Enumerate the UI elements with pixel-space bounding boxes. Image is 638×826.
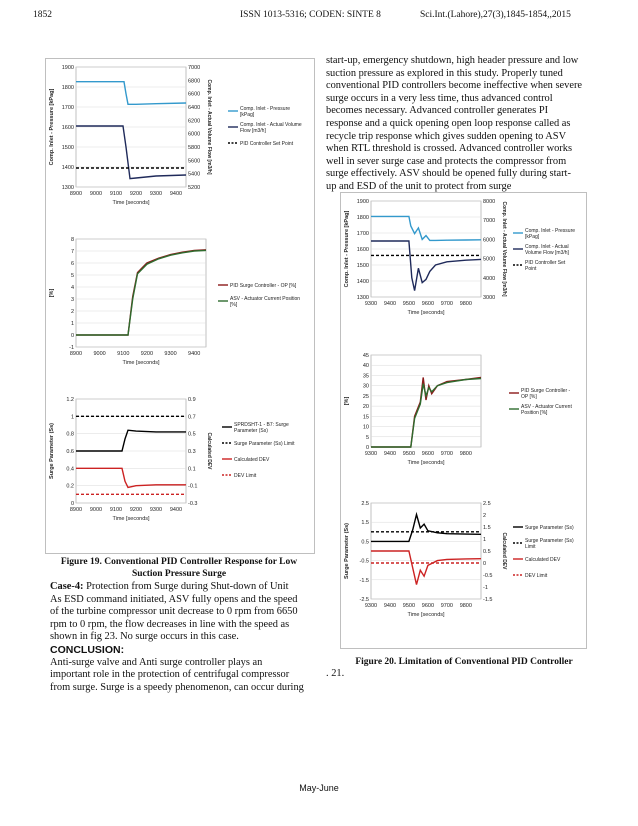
footer-issue: May-June [299,783,339,793]
legend-label [521,388,571,400]
x-tick-label: 9800 [459,301,472,307]
figure-20-panel [340,192,587,649]
legend-label [521,404,572,416]
y-tick-label: 25 [362,393,369,400]
x-tick-label: 9400 [383,301,397,307]
y2-tick-label: 6600 [188,91,201,98]
body-line: recycle trip response which gives sudden opening to ASV [326,130,567,142]
y2-tick-label: 5800 [188,145,201,151]
x-tick-label: 9600 [421,301,435,307]
right-text-column [326,55,588,194]
legend-label: DEV Limit [525,573,548,579]
x-tick-label: 9400 [169,507,183,513]
y2-tick-label: 6800 [188,78,201,85]
y-axis-title: Surge Parameter (Ss) [49,423,55,479]
x-tick-label: 9700 [440,603,453,609]
y-axis-title: [%] [344,396,350,406]
legend-label-line: [%] [230,302,238,308]
y2-tick-label: 1.5 [483,525,491,531]
legend-label-line: Limit [525,544,536,550]
x-tick-label: 9300 [364,451,378,457]
x-tick-label: 9400 [169,191,183,197]
y2-axis-title: Comp. Inlet - Actual Volume Flow [m3/h] [501,201,507,297]
y2-tick-label: 6000 [483,237,496,244]
y-tick-label: 1700 [356,231,369,237]
issn-line: ISSN 1013-5316; CODEN: SINTE 8 [240,10,381,20]
body-line: surge effectively. ASV should be opened fully during start- [326,168,571,180]
y-tick-label: 0 [365,445,369,451]
left-text-column [50,581,313,694]
legend-label [230,296,300,308]
body-line: conventional PID controllers become ineffective when severe [326,80,583,92]
y-tick-label: 1600 [356,247,369,253]
y-tick-label: 1 [70,414,74,421]
y2-tick-label: 2 [483,513,487,519]
body-line: rpm to 0 rpm, the flow decreases in line with the speed as [50,618,290,630]
x-tick-label: 8900 [69,351,83,357]
x-tick-label: 9400 [383,603,397,609]
x-axis-title: Time [seconds] [407,460,445,466]
figure-19-caption [45,556,313,580]
legend-label: Calculated DEV [525,557,561,563]
x-tick-label: 9500 [402,451,416,457]
y-tick-label: -1.5 [359,577,369,584]
legend-label: Calculated DEV [234,457,270,463]
x-tick-label: 8900 [69,507,83,513]
legend-label [525,260,566,272]
y2-tick-label: 4000 [483,275,496,282]
y-tick-label: 1300 [356,295,369,301]
body-line: start-up, emergency shutdown, high header pressure and low [326,55,579,66]
y2-tick-label: 0.3 [188,449,196,455]
y-axis-title: [%] [49,288,55,298]
y2-tick-label: 6200 [188,118,201,125]
y-tick-label: 1400 [61,165,74,171]
y-tick-label: 0.5 [361,539,369,546]
body-line: important role in the protection of centrifugal compressor [50,669,290,681]
x-tick-label: 9700 [440,301,453,307]
body-line: As ESD command initiated, ASV fully opens and the speed [50,593,298,605]
y2-tick-label: -0.1 [188,483,198,490]
legend-label-line: Comp. Inlet - Actual Volume [240,122,302,128]
y2-tick-label: 2.5 [483,501,491,507]
body-line: up and ESD of the unit to protect from surge [326,180,512,192]
journal-citation: Sci.Int.(Lahore),27(3),1845-1854,,2015 [420,10,571,20]
figure-19-caption-line: Suction Pressure Surge [131,569,227,579]
case4-title: Protection from Surge during Shut-down of Unit [83,581,289,592]
x-tick-label: 9100 [109,191,123,197]
body-line: suction pressure as explored in this study. Properly tuned [326,67,563,79]
y2-tick-label: 5600 [188,158,201,165]
x-tick-label: 9800 [459,603,472,609]
y-tick-label: 0.6 [66,449,74,455]
legend-label-line: Parameter (Ss) [234,428,268,434]
y2-tick-label: 3000 [483,295,496,301]
x-tick-label: 9400 [188,351,201,357]
legend-label-line: Comp. Inlet - Pressure [525,228,576,234]
y-tick-label: 1400 [356,279,369,285]
x-tick-label: 9000 [89,507,103,513]
legend-label-line: ASV - Actuator Current Position [230,296,301,302]
x-tick-label: 9000 [93,351,106,357]
y-tick-label: 1 [70,321,74,327]
x-tick-label: 9200 [129,507,143,513]
figure-20c-chart [341,493,586,648]
legend-label-line: [kPag] [240,112,255,118]
trailing-text: . 21. [326,668,345,679]
body-line: when RTL threshold is crossed. Advanced controller works [326,143,572,155]
y-tick-label: -1 [69,345,74,351]
y2-axis-title: Calculated DEV [206,432,212,470]
y-tick-label: 40 [362,363,369,370]
x-tick-label: 9100 [117,351,130,357]
y-axis-title: Comp. Inlet - Pressure [kPag] [344,210,350,288]
x-tick-label: 9100 [109,507,123,513]
legend-label [240,122,302,134]
y-tick-label: 0 [70,333,74,339]
legend-label: Surge Parameter (Ss) [525,525,574,531]
y-tick-label: 1800 [356,215,369,221]
y2-tick-label: -0.5 [483,573,493,579]
y-tick-label: 15 [362,414,369,421]
y2-tick-label: 8000 [483,199,496,205]
legend-label-line: Flow [m3/h] [240,128,266,134]
x-tick-label: 9300 [164,351,177,357]
y-axis-title: Surge Parameter (Ss) [344,523,350,579]
legend-label-line: ASV - Actuator Current [521,404,572,410]
y-axis-title: Comp. Inlet - Pressure [kPag] [49,88,55,166]
legend-label-line: [kPag] [525,234,540,240]
y-tick-label: 0.8 [66,431,74,438]
legend-label-line: Comp. Inlet - Pressure [240,106,291,112]
y-tick-label: 5 [70,273,74,279]
y2-axis-title: Calculated DEV [501,532,507,570]
body-line: response and a quick opening open loop response called as [326,117,571,129]
y2-tick-label: 0.9 [188,397,196,403]
legend-label [525,244,570,256]
legend-label: PID Surge Controller - OP [%] [230,283,297,289]
x-tick-label: 9300 [364,301,378,307]
legend-label-line: Position [%] [521,410,548,416]
figure-19b-chart [46,229,314,389]
y2-tick-label: 0 [483,561,487,567]
y-tick-label: 30 [362,383,369,390]
legend-label-line: PID Surge Controller - [521,388,571,394]
y2-tick-label: 5200 [188,185,201,191]
y2-tick-label: -1 [483,585,488,591]
x-axis-title: Time [seconds] [407,612,445,618]
body-line: from surge. Surge is a speedy phenomenon, can occur during [50,681,304,693]
figure-19-panel [45,58,315,554]
body-line: well in sever surge case and protects the compressor from [326,155,567,167]
legend-label-line: Point [525,266,537,272]
y-tick-label: 8 [70,237,74,243]
body-line: surge occurs in a very less time, thus advanced control [326,92,553,104]
y-tick-label: 1800 [61,85,74,91]
body-line: shown in fig 23. No surge occurs in this case. [50,631,239,643]
x-tick-label: 9700 [440,451,453,457]
legend-label-line: SPRDSHT-1 - B7: Surge [234,422,289,428]
x-tick-label: 9600 [421,451,435,457]
page-number: 1852 [33,10,52,20]
x-tick-label: 9400 [383,451,397,457]
x-tick-label: 8900 [69,191,83,197]
y-tick-label: 1.2 [66,397,74,403]
legend-label-line: PID Controller Set [525,260,566,266]
y-tick-label: 1300 [61,185,74,191]
y-tick-label: 10 [362,424,369,431]
y-tick-label: 2.5 [361,501,369,507]
body-line: becomes necessary. Advanced controller generates PI [326,105,549,117]
x-tick-label: 9200 [129,191,143,197]
y-tick-label: 0 [70,501,74,507]
legend-label [525,228,575,240]
y-tick-label: 1.5 [361,520,369,527]
y2-tick-label: 0.1 [188,466,196,473]
y2-tick-label: 0.7 [188,414,196,421]
x-tick-label: 9500 [402,603,416,609]
y2-tick-label: 5400 [188,171,201,178]
y2-tick-label: 7000 [483,218,496,225]
y2-tick-label: 6400 [188,105,201,111]
y-tick-label: 4 [70,285,74,291]
y-tick-label: 0.4 [66,466,74,473]
y2-tick-label: 0.5 [483,549,491,555]
x-tick-label: 9600 [421,603,435,609]
y2-tick-label: -1.5 [483,597,493,603]
legend-label-line: OP [%] [521,394,537,400]
y-tick-label: 1500 [356,263,369,269]
y-tick-label: 5 [365,434,369,441]
y2-tick-label: 5000 [483,256,496,263]
plot-area [371,355,481,447]
x-tick-label: 9200 [140,351,154,357]
y-tick-label: 20 [362,404,369,411]
legend-label [525,538,574,550]
body-line: of the turbine compressor unit decrease to 0 rpm from 6650 [50,606,298,618]
y2-tick-label: 1 [483,537,487,543]
x-axis-title: Time [seconds] [112,200,150,206]
legend-label: Surge Parameter (Ss) Limit [234,441,295,447]
x-tick-label: 9000 [89,191,103,197]
x-axis-title: Time [seconds] [112,516,150,522]
case4-heading: Case-4: [50,581,84,592]
x-tick-label: 9500 [402,301,416,307]
y2-tick-label: 7000 [188,65,201,71]
y-tick-label: 0.2 [66,483,74,490]
y-tick-label: 6 [70,261,74,267]
y-tick-label: 7 [70,249,74,255]
y-tick-label: 1700 [61,105,74,111]
y2-axis-title: Comp. Inlet - Actual Volume Flow [m3/h] [206,79,212,175]
figure-19c-chart [46,389,314,549]
y-tick-label: -0.5 [359,558,369,565]
plot-area [76,239,206,347]
body-line: Anti-surge valve and Anti surge controller plays an [50,656,263,668]
y-tick-label: 45 [362,353,369,359]
x-tick-label: 9300 [149,191,163,197]
y2-tick-label: -0.3 [188,501,198,507]
x-tick-label: 9300 [149,507,163,513]
conclusion-heading: CONCLUSION: [50,643,125,656]
y-tick-label: 1900 [356,199,369,205]
legend-label-line: Comp. Inlet - Actual [525,244,569,250]
x-tick-label: 9800 [459,451,472,457]
legend-label: DEV Limit [234,473,257,479]
figure-20-caption: Figure 20. Limitation of Conventional PID Controller [355,657,573,667]
figure-19a-chart [46,59,314,229]
y-tick-label: -2.5 [359,597,369,603]
legend-label-line: Volume Flow [m3/h] [525,250,569,256]
figure-20b-chart [341,343,586,493]
legend-label [240,106,290,118]
figure-20a-chart [341,193,586,343]
y-tick-label: 1500 [61,145,74,151]
y2-tick-label: 0.5 [188,431,196,438]
y2-tick-label: 6000 [188,131,201,138]
legend-label-line: Surge Parameter (Ss) [525,538,574,544]
x-axis-title: Time [seconds] [407,310,445,316]
y-tick-label: 1900 [61,65,74,71]
legend-label [234,422,289,434]
figure-19-caption-line: Figure 19. Conventional PID Controller Response for Low [60,557,298,567]
legend-label: PID Controller Set Point [240,141,294,147]
y-tick-label: 35 [362,373,369,380]
y-tick-label: 3 [70,297,74,303]
x-tick-label: 9300 [364,603,378,609]
y-tick-label: 1600 [61,125,74,131]
y-tick-label: 2 [70,309,74,315]
x-axis-title: Time [seconds] [122,360,160,366]
